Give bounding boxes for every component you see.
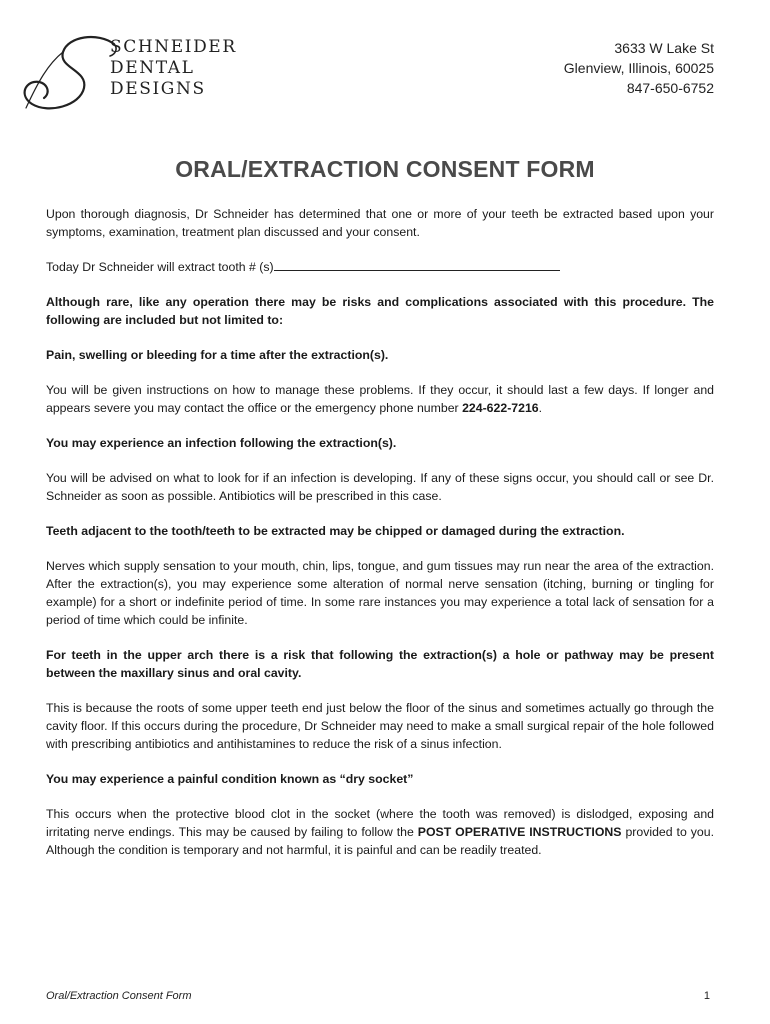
tooth-number-field[interactable] xyxy=(274,258,560,271)
practice-logo xyxy=(18,34,238,114)
section-body-infection: You will be advised on what to look for if an infection is developing. If any of these signs occur, you should call or see Dr. Schneider as soon as possible. Antibiotics will be prescribed in this case. xyxy=(46,471,714,503)
post-op-instructions: POST OPERATIVE INSTRUCTIONS xyxy=(417,825,622,839)
section-heading-pain: Pain, swelling or bleeding for a time after the extraction(s). xyxy=(46,348,389,362)
intro-paragraph: Upon thorough diagnosis, Dr Schneider has determined that one or more of your teeth be extracted based upon your symptoms, examination, treatment plan discussed and your consent. xyxy=(46,207,714,239)
section-body-text-after: . xyxy=(538,401,543,415)
section-heading-infection: You may experience an infection following the extraction(s). xyxy=(46,436,397,450)
address-street: 3633 W Lake St xyxy=(614,40,714,56)
logo-wordmark xyxy=(110,37,237,100)
footer-page-number: 1 xyxy=(703,990,710,1002)
section-body-dry-socket xyxy=(46,805,714,859)
logo-line-1: SCHNEIDER xyxy=(110,37,237,57)
risks-heading: Although rare, like any operation there may be risks and complications associated with this procedure. The following are included but not limited to: xyxy=(46,295,714,327)
logo-line-3: DESIGNS xyxy=(110,79,206,99)
section-body-nerves: Nerves which supply sensation to your mouth, chin, lips, tongue, and gum tissues may run near the area of the extraction. After the extraction(s), you may experience some alteration of normal nerve sensation (itching, burning or tingling for example) for a short or indefinite period of time. In some rare instances you may experience a total lack of sensation for a period of time which could be infinite. xyxy=(46,559,714,627)
logo-line-2: DENTAL xyxy=(110,58,195,78)
section-body-text: You will be given instructions on how to manage these problems. If they occur, it should last a few days. If longer and appears severe you may contact the office or the emergency phone number xyxy=(46,383,714,415)
page-title: ORAL/EXTRACTION CONSENT FORM xyxy=(175,156,595,182)
section-body-text: This occurs when the protective blood clot in the socket (where the tooth was removed) is dislodged, exposing and irritating nerve endings. This may be caused by failing to follow the xyxy=(46,807,714,839)
section-body-pain xyxy=(46,381,714,417)
footer-form-name: Oral/Extraction Consent Form xyxy=(46,990,192,1002)
tooth-number-label: Today Dr Schneider will extract tooth # (s) xyxy=(46,260,274,274)
form-body xyxy=(46,205,714,876)
section-heading-dry-socket: You may experience a painful condition known as “dry socket” xyxy=(46,772,414,786)
section-heading-sinus: For teeth in the upper arch there is a risk that following the extraction(s) a hole or pathway may be present between the maxillary sinus and oral cavity. xyxy=(46,648,714,680)
emergency-phone: 224-622-7216 xyxy=(462,401,539,415)
practice-address xyxy=(564,38,714,98)
section-body-text-after: provided to you. Although the condition is temporary and not harmful, it is painful and can be readily treated. xyxy=(46,825,714,857)
address-city: Glenview, Illinois, 60025 xyxy=(563,60,714,76)
address-phone: 847-650-6752 xyxy=(626,80,714,96)
section-body-sinus: This is because the roots of some upper teeth end just below the floor of the sinus and sometimes actually go through the cavity floor. If this occurs during the procedure, Dr Schneider may need to make a small surgical repair of the hole followed with prescribing antibiotics and antihistamines to reduce the risk of a sinus infection. xyxy=(46,701,714,751)
tooth-number-line xyxy=(46,258,714,276)
section-heading-adjacent-teeth: Teeth adjacent to the tooth/teeth to be extracted may be chipped or damaged during the extraction. xyxy=(46,524,625,538)
